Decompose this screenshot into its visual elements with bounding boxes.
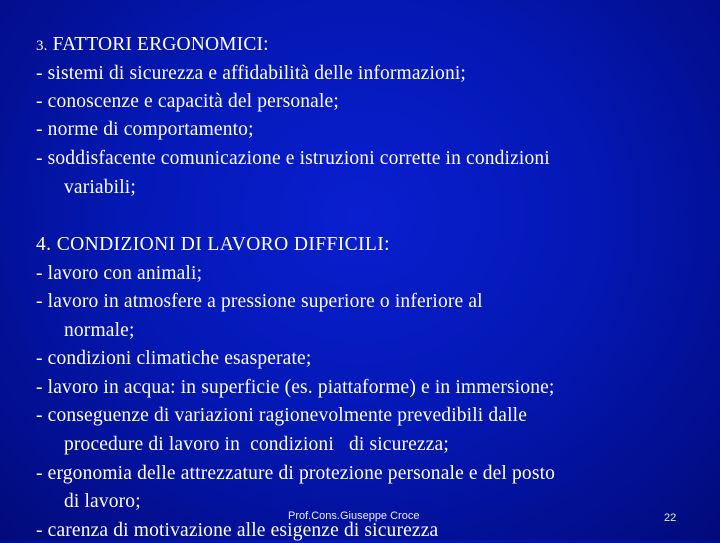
section2-item: - ergonomia delle attrezzature di protezione personale e del posto bbox=[36, 463, 556, 484]
section2-item: - condizioni climatiche esasperate; bbox=[36, 348, 312, 369]
section1-title: FATTORI ERGONOMICI: bbox=[52, 34, 269, 55]
page-number: 22 bbox=[664, 512, 677, 524]
section2-item-continuation: normale; bbox=[64, 320, 135, 341]
section1-item: - soddisfacente comunicazione e istruzioni corrette in condizioni bbox=[36, 148, 550, 169]
section2-title: 4. CONDIZIONI DI LAVORO DIFFICILI: bbox=[36, 234, 390, 255]
section2-item: - lavoro in atmosfere a pressione superiore o inferiore al bbox=[36, 291, 483, 312]
section1-number: 3. bbox=[36, 38, 48, 54]
section2-item: - carenza di motivazione alle esigenze di sicurezza bbox=[36, 520, 439, 541]
section1-item-continuation: variabili; bbox=[64, 177, 136, 198]
section1-item: - sistemi di sicurezza e affidabilità delle informazioni; bbox=[36, 63, 466, 84]
section2-item-continuation: di lavoro; bbox=[64, 491, 141, 512]
section2-item: - lavoro con animali; bbox=[36, 263, 203, 284]
section1-heading bbox=[36, 33, 269, 58]
footer-author: Prof.Cons.Giuseppe Croce bbox=[288, 510, 420, 522]
section1-item: - conoscenze e capacità del personale; bbox=[36, 91, 339, 112]
section1-item: - norme di comportamento; bbox=[36, 119, 254, 140]
section2-item: - lavoro in acqua: in superficie (es. piattaforme) e in immersione; bbox=[36, 377, 555, 398]
section2-item-continuation: procedure di lavoro in condizioni di sicurezza; bbox=[64, 434, 449, 455]
section2-item: - conseguenze di variazioni ragionevolmente prevedibili dalle bbox=[36, 405, 528, 426]
